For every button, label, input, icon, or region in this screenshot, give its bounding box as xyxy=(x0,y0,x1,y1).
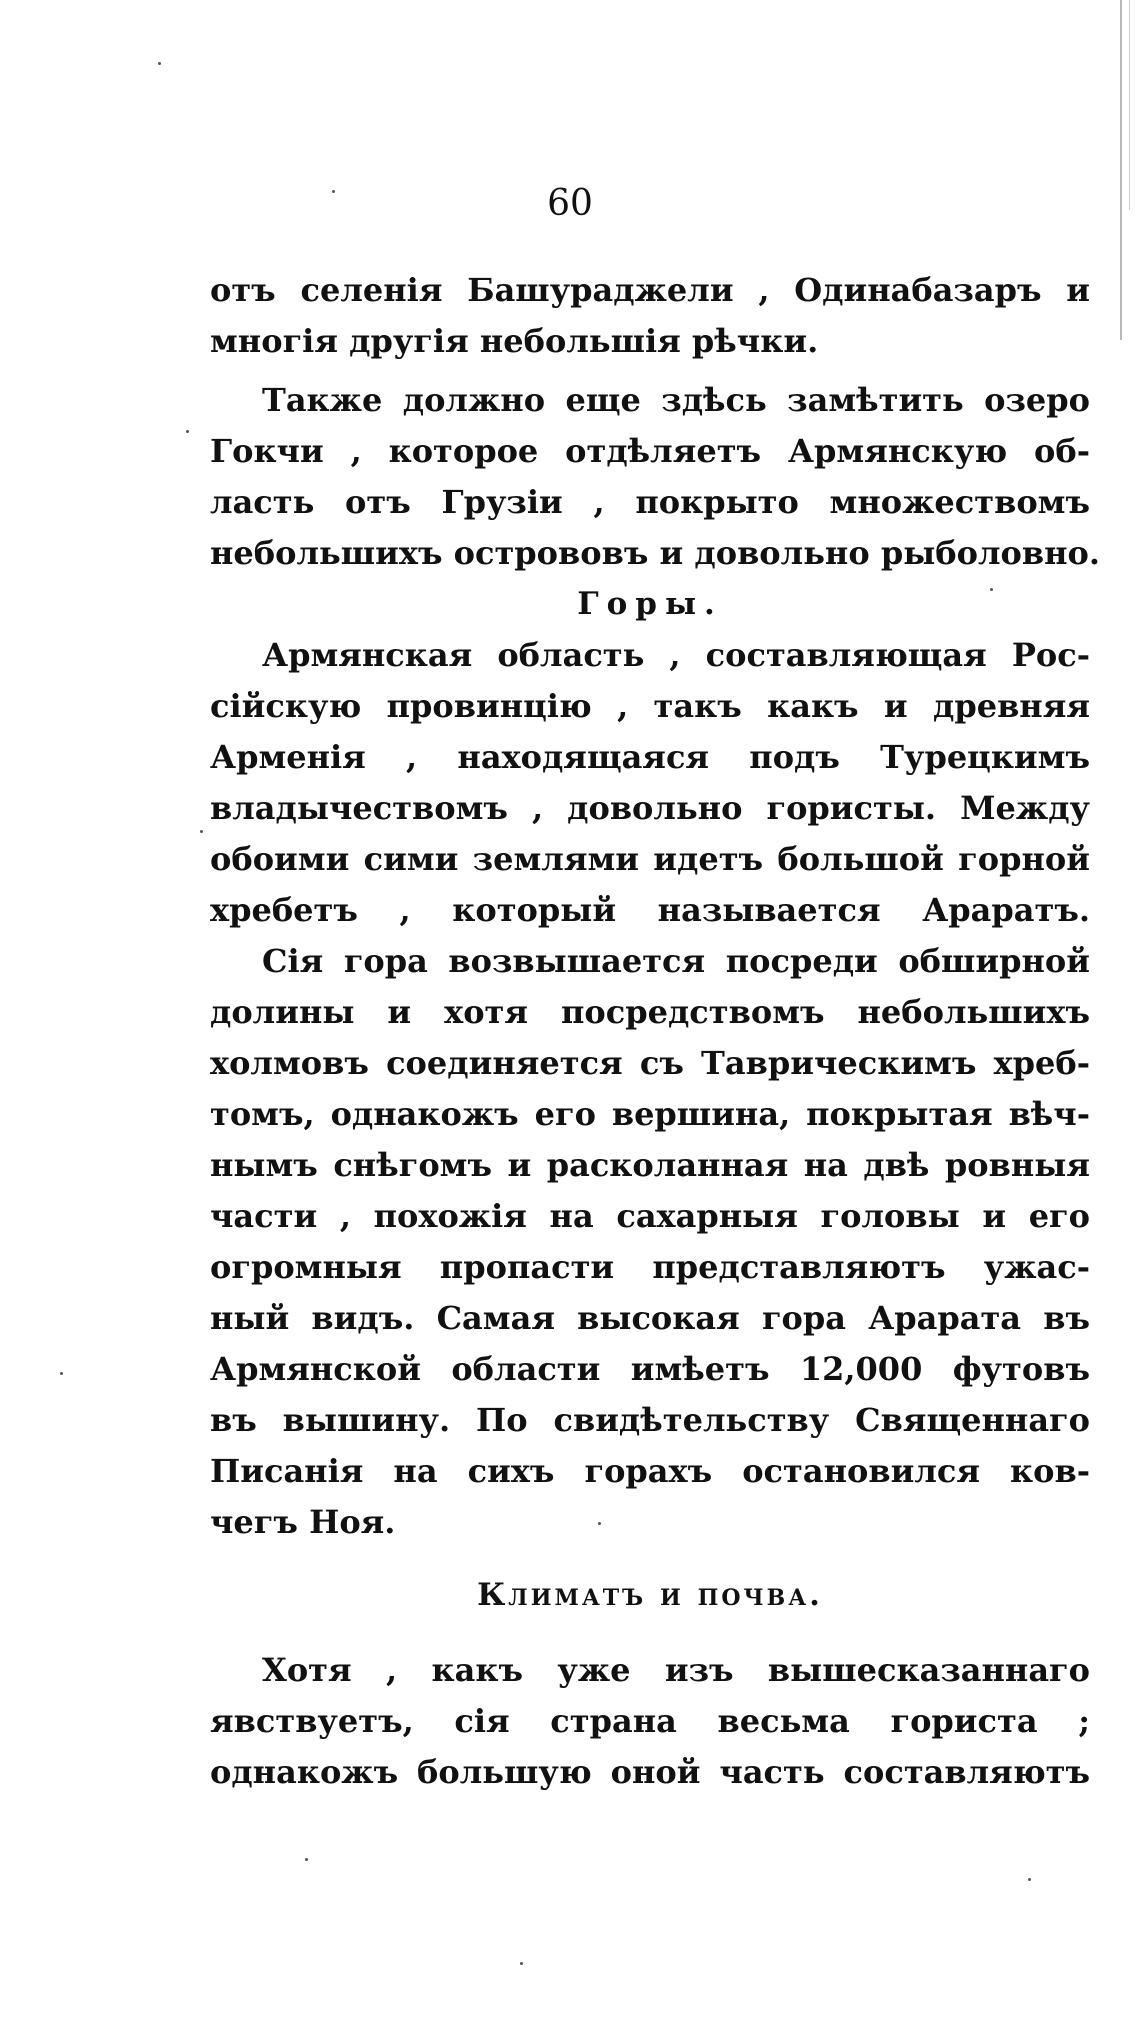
page-number: 60 xyxy=(547,183,593,224)
paper-speck xyxy=(186,430,189,433)
text-line: ный видъ. Самая высокая гора Арарата въ xyxy=(210,1299,1090,1337)
text-line: отъ селенія Башураджели , Одинабазаръ и xyxy=(210,271,1090,309)
text-line: хребетъ , который называется Араратъ. xyxy=(210,891,1090,929)
paper-speck xyxy=(305,1858,308,1861)
text-line: томъ, однакожъ его вершина, покрытая вѣч- xyxy=(210,1095,1090,1133)
text-line: части , похожія на сахарныя головы и его xyxy=(210,1197,1090,1235)
page-edge-line xyxy=(1120,0,1122,340)
paper-speck xyxy=(60,1372,63,1375)
paper-speck xyxy=(200,830,203,833)
section-heading-climate: Климатъ и почва. xyxy=(477,1577,823,1613)
text-line: нымъ снѣгомъ и расколанная на двѣ ровныя xyxy=(210,1146,1090,1184)
text-line: долины и хотя посредствомъ небольшихъ xyxy=(210,993,1090,1031)
text-line: Армянской области имѣетъ 12,000 футовъ xyxy=(210,1350,1090,1388)
text-line: явствуетъ, сія страна весьма гориста ; xyxy=(210,1702,1090,1740)
paragraph-ararat xyxy=(210,936,1090,1548)
text-line: Хотя , какъ уже изъ вышесказаннаго xyxy=(262,1651,1090,1689)
page-body xyxy=(210,265,1101,1798)
page-edge-line-secondary xyxy=(1129,0,1130,210)
paragraph-lake-gokcha xyxy=(210,375,1101,579)
text-line: чегъ Ноя. xyxy=(210,1503,396,1541)
text-line: сійскую провинцію , такъ какъ и древняя xyxy=(210,687,1090,725)
paragraph-climate xyxy=(210,1645,1090,1798)
text-line: Гокчи , которое отдѣляетъ Армянскую об- xyxy=(210,432,1090,470)
text-line: Арменія , находящаяся подъ Турецкимъ xyxy=(210,738,1090,776)
text-line: Писанія на сихъ горахъ остановился ков- xyxy=(210,1452,1090,1490)
text-line: холмовъ соединяется съ Таврическимъ хреб- xyxy=(210,1044,1090,1082)
text-line: ласть отъ Грузіи , покрыто множествомъ xyxy=(210,483,1090,521)
paragraph-armenian-region xyxy=(210,630,1090,936)
text-line: Также должно еще здѣсь замѣтить озеро xyxy=(262,381,1090,419)
text-line: Сія гора возвышается посреди обширной xyxy=(262,942,1090,980)
text-line: однакожъ большую оной часть составляютъ xyxy=(210,1753,1090,1791)
text-line: небольшихъ острововъ и довольно рыболовно. xyxy=(210,534,1101,572)
text-line: въ вышину. По свидѣтельству Священнаго xyxy=(210,1401,1090,1439)
paper-speck xyxy=(1028,1878,1031,1881)
section-heading-mountains: Горы. xyxy=(577,586,723,622)
paper-speck xyxy=(158,62,161,65)
paragraph-rivers-end xyxy=(210,265,1090,367)
text-line: владычествомъ , довольно гористы. Между xyxy=(210,789,1090,827)
text-line: Армянская область , составляющая Рос- xyxy=(262,636,1090,674)
text-line: обоими сими землями идетъ большой горной xyxy=(210,840,1090,878)
text-line: многія другія небольшія рѣчки. xyxy=(210,322,819,360)
paper-speck xyxy=(520,1962,523,1965)
text-line: огромныя пропасти представляютъ ужас- xyxy=(210,1248,1090,1286)
